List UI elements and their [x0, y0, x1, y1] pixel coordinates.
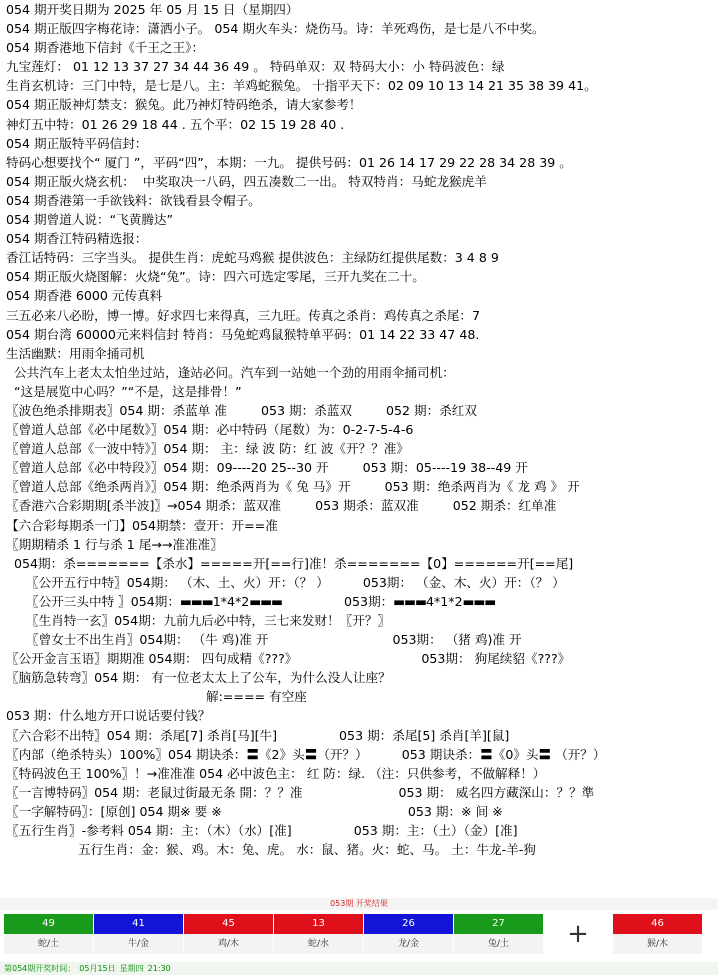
next-draw-footer: [0, 962, 718, 975]
text-line: 054 期香港第一手欲钱料：欲钱看县令帽子。: [6, 192, 261, 208]
text-line: 054 期香港 6000 元传真料: [6, 288, 163, 304]
text-line: 五行生肖：金：猴、鸡。木：兔、虎。 水：鼠、猪。火：蛇、马。 土：牛龙-羊-狗: [78, 842, 536, 858]
special-ball: [613, 914, 702, 954]
ball-zodiac: 蛇/土: [4, 934, 93, 954]
text-segment: 〖公开三头中特 〗054期：: [26, 593, 180, 609]
text-line: [0, 592, 718, 611]
ball-number: 41: [94, 914, 183, 934]
ball-zodiac: 蛇/水: [274, 934, 363, 954]
block-bar: ▬▬▬: [179, 593, 213, 609]
ball-zodiac: 鸡/木: [184, 934, 273, 954]
text-segment: 053期： 狗尾续貂《???》: [421, 651, 571, 667]
ball-number: 49: [4, 914, 93, 934]
text-segment: 〖公开金言玉语〗期期准 054期： 四句成精《???》: [6, 651, 298, 667]
text-line: 【六合彩每期杀一门】054期禁：壹开：开==准: [6, 517, 278, 533]
text-segment: 053 期： 威名四方藏深山：？？準: [398, 784, 595, 800]
plus-icon: +: [544, 914, 612, 954]
text-segment: 053期： （猪 鸡)准 开: [392, 632, 522, 648]
text-line: [0, 802, 718, 821]
ball-number: 46: [613, 914, 702, 934]
result-ball: [364, 914, 453, 954]
text-line: 054 期正版特平码信封：: [6, 135, 148, 151]
text-segment: 〖六合彩不出特〗054 期：杀尾[7] 杀肖[马][牛]: [6, 727, 278, 743]
text-segment: 052 期杀：红单准: [452, 498, 557, 514]
text-line: 054 期正版火烧玄机： 中奖取决一八码，四五凑数二一出。 特双特肖：马蛇龙猴虎羊: [6, 173, 487, 189]
ball-number: 27: [454, 914, 543, 934]
text-line: 054期：杀=======【杀水】=====开[==行]准！杀=======【0】======开[==尾]: [14, 555, 574, 571]
text-segment: 〖曾道人总部《绝杀两肖》〗054 期：绝杀两肖为《 兔 马》开: [6, 479, 351, 495]
result-ball: [4, 914, 93, 954]
text-line: [0, 726, 718, 745]
text-segment: 053期：: [344, 593, 394, 609]
text-line: [0, 783, 718, 802]
block-bar: ▬▬▬: [462, 593, 496, 609]
text-line: [0, 649, 718, 668]
text-segment: 〖曾女士不出生肖〗054期： （牛 鸡)准 开: [26, 632, 269, 648]
text-segment: 〖内部（绝杀特头）100%〗054 期诀杀：〓《2》头〓（开？）: [6, 746, 368, 762]
text-line: 054 期香江特码精选报：: [6, 231, 148, 247]
text-line: 054 期台湾 60000元来料信封 特肖：马兔蛇鸡鼠猴特单平码：01 14 22 33 47 48.: [6, 326, 480, 342]
text-segment: 〖香港六合彩期期[杀半波]〗→054 期杀：蓝双准: [6, 498, 282, 514]
text-line: 054 期正版神灯禁支：猴兔。此乃神灯特码绝杀，请大家参考！: [6, 97, 362, 113]
text-segment: 〖波色绝杀排期表〗054 期：杀蓝单 准: [6, 402, 227, 418]
text-segment: 1*4*2: [212, 593, 250, 609]
text-line: [0, 401, 718, 420]
text-segment: 4*1*2: [425, 593, 463, 609]
text-segment: 053 期：05----19 38--49 开: [362, 460, 528, 476]
ball-zodiac: 猴/木: [613, 934, 702, 954]
text-segment: 053 期：※ 间 ※: [407, 803, 503, 819]
text-segment: 〖五行生肖〗-参考料 054 期：主：（木）（水）[准]: [6, 823, 292, 839]
text-line: [0, 458, 718, 477]
results-balls: [4, 914, 718, 954]
text-line: 解:==== 有空座: [206, 689, 307, 705]
text-line: 香江话特码：三字当头。 提供生肖：虎蛇马鸡猴 提供波色：主绿防红提供尾数：3 4 8 9: [6, 250, 499, 266]
text-segment: 053期： （金、木、火）开：（？ ）: [362, 574, 565, 590]
text-segment: 〖一言博特码〗054 期：老鼠过街最无条 開：？？准: [6, 784, 303, 800]
ball-zodiac: 龙/金: [364, 934, 453, 954]
text-segment: 053 期诀杀：〓《0》头〓 （开？）: [401, 746, 606, 762]
ball-number: 13: [274, 914, 363, 934]
text-line: [0, 496, 718, 515]
text-line: 生活幽默：用雨伞捅司机: [6, 345, 145, 361]
text-line: [0, 573, 718, 592]
results-panel: [0, 898, 718, 962]
text-segment: 053 期：杀尾[5] 杀肖[羊][鼠]: [339, 727, 510, 743]
footer-time: 21:30: [147, 964, 171, 973]
results-title: 053期 开奖结果: [0, 898, 718, 910]
text-line: 〖脑筋急转弯〗054 期： 有一位老太太上了公车，为什么没人让座？: [6, 670, 391, 686]
text-line: 054 期曾道人说：“飞黄腾达”: [6, 212, 174, 228]
text-line: 九宝莲灯： 01 12 13 37 27 34 44 36 49 。 特码单双：双 特码大小：小 特码波色：绿: [6, 59, 505, 75]
text-segment: 053 期：绝杀两肖为《 龙 鸡 》 开: [384, 479, 580, 495]
ball-zodiac: 牛/金: [94, 934, 183, 954]
text-line: “这是展览中心吗？”“不是，这是排骨！”: [14, 383, 242, 399]
text-line: 特码心想要找个“ 厦门 ”，平码“四”，本期：一九。 提供号码：01 26 14 17 29 22 28 34 28 39 。: [6, 154, 572, 170]
result-ball: [94, 914, 183, 954]
text-line: 054 期香港地下信封《千王之王》：: [6, 40, 205, 56]
text-line: 054 期正版四字梅花诗：潇洒小子。 054 期火车头：烧伤马。诗：羊死鸡伤，是七是八不中奖。: [6, 21, 545, 37]
text-segment: 〖曾道人总部《必中特段》〗054 期：09----20 25--30 开: [6, 460, 329, 476]
text-line: [0, 630, 718, 649]
text-line: 〖特码波色王 100%〗！→准准准 054 必中波色主： 红 防：绿. （注：只供参考，不做解释！）: [6, 765, 546, 781]
text-line: 〖生肖特一玄〗054期：九前九后必中特，三七来发财！〖开？〗: [26, 613, 391, 628]
text-line: 054 期开奖日期为 2025 年 05 月 15 日（星期四）: [6, 2, 299, 17]
text-line: 053 期：什么地方开口说话要付钱？: [6, 708, 211, 724]
text-segment: 053 期杀：蓝双准: [315, 498, 419, 514]
footer-date: 05月15日: [79, 964, 116, 973]
result-ball: [274, 914, 363, 954]
result-ball: [454, 914, 543, 954]
text-segment: 〖公开五行中特〗054期： （木、土、火）开：（？ ）: [26, 574, 329, 590]
text-line: [0, 745, 718, 764]
text-line: 〖期期精杀 1 行与杀 1 尾→→准准准〗: [6, 536, 223, 552]
text-segment: 053 期：杀蓝双: [260, 402, 352, 418]
text-line: 〖曾道人总部《必中尾数》〗054 期：必中特码（尾数）为：0-2-7-5-4-6: [6, 422, 414, 438]
text-line: [0, 821, 718, 840]
text-line: 054 期正版火烧图解：火烧“兔”。诗：四六可选定零尾，三开九奖在二十。: [6, 269, 425, 285]
block-bar: ▬▬▬: [393, 593, 426, 609]
text-line: 神灯五中特：01 26 29 18 44 . 五个平：02 15 19 28 40 .: [6, 116, 345, 132]
footer-label: 第054期开奖时间：: [4, 964, 76, 973]
footer-weekday: 星期四: [119, 964, 144, 973]
ball-number: 26: [364, 914, 453, 934]
text-line: [0, 477, 718, 496]
text-segment: 052 期：杀红双: [385, 402, 477, 418]
text-segment: 053 期：主：（土）（金）[准]: [353, 823, 518, 839]
text-line: 〖曾道人总部《一波中特》〗054 期： 主：绿 波 防：红 波《开？？准》: [6, 441, 409, 457]
text-line: 生肖玄机诗：三门中特，是七是八。主：羊鸡蛇猴兔。 十指平天下：02 09 10 13 14 21 35 38 39 41。: [6, 78, 597, 94]
text-line: 公共汽车上老太太怕坐过站，逢站必问。汽车到一站她一个劲的用雨伞捅司机：: [14, 364, 455, 380]
text-line: 三五必来八必盼，博一博。好求四七来得真，三九旺。传真之杀肖：鸡传真之杀尾：7: [6, 307, 480, 323]
ball-zodiac: 兔/土: [454, 934, 543, 954]
block-bar: ▬▬▬: [249, 593, 283, 609]
text-segment: 〖一字解特码〗：[原创] 054 期※ 要 ※: [6, 803, 222, 819]
result-ball: [184, 914, 273, 954]
ball-number: 45: [184, 914, 273, 934]
